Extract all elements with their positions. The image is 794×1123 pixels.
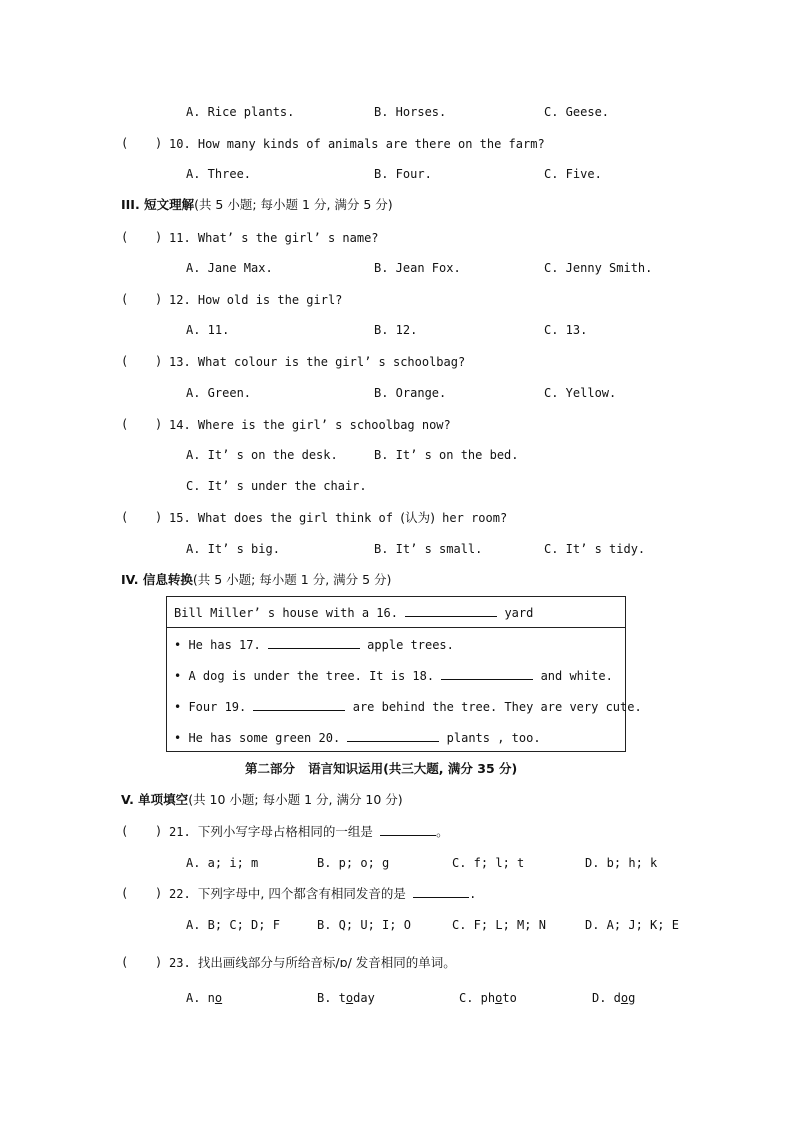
part-2-title: 语言知识运用(共三大题, 满分 35 分) <box>308 761 518 776</box>
answer-paren-close: ) <box>155 417 163 431</box>
info-box-header-text <box>174 605 533 621</box>
answer-paren-close: ) <box>155 824 163 838</box>
answer-paren-open: ( <box>121 292 129 306</box>
q23-option-b-rest: day <box>353 991 375 1005</box>
row-17-start: • He has 17. <box>174 638 261 652</box>
question-15-gloss: (认为) <box>400 510 435 525</box>
q15-option-b: B. It’ s small. <box>374 542 483 556</box>
answer-paren-close: ) <box>155 230 163 244</box>
q12-option-a: A. 11. <box>186 323 230 337</box>
q22-option-b: B. Q; U; I; O <box>317 918 411 932</box>
question-22-text: 下列字母中, 四个都含有相同发音的是 <box>197 886 406 901</box>
answer-paren-open: ( <box>121 230 129 244</box>
section-4-title: 信息转换 <box>142 572 193 587</box>
answer-paren-open: ( <box>121 354 129 368</box>
answer-paren-close: ) <box>155 510 163 524</box>
q23-option-c-text: C. ph <box>459 991 496 1005</box>
row-20-end: plants , too. <box>446 731 541 745</box>
q23-option-b-text: B. t <box>317 991 346 1005</box>
q23-option-a-text: A. n <box>186 991 215 1005</box>
q9-option-b: B. Horses. <box>374 105 447 119</box>
question-21-text: 下列小写字母占格相同的一组是 <box>197 824 373 839</box>
row-20-start: • He has some green 20. <box>174 731 341 745</box>
question-12-stem: 12. How old is the girl? <box>169 293 343 307</box>
q11-option-a: A. Jane Max. <box>186 261 273 275</box>
section-5-note: (共 10 小题; 每小题 1 分, 满分 10 分) <box>188 792 403 807</box>
section-3-note: (共 5 小题; 每小题 1 分, 满分 5 分) <box>194 197 393 212</box>
section-3-heading <box>121 197 393 213</box>
section-5-heading <box>121 792 403 808</box>
q11-option-b: B. Jean Fox. <box>374 261 461 275</box>
q23-option-b-underlined: o <box>345 991 354 1005</box>
q23-option-b <box>317 991 375 1005</box>
q10-option-c: C. Five. <box>544 167 602 181</box>
part-2-label: 第二部分 <box>245 761 296 776</box>
question-21-end: 。 <box>436 824 449 839</box>
part-2-heading <box>245 761 517 777</box>
q23-option-c-rest: to <box>502 991 517 1005</box>
q23-option-d-rest: g <box>628 991 636 1005</box>
q15-option-a: A. It’ s big. <box>186 542 280 556</box>
question-23-text: 找出画线部分与所给音标/ɒ/ 发音相同的单词。 <box>197 955 456 970</box>
blank-21[interactable] <box>380 824 436 836</box>
q14-option-c: C. It’ s under the chair. <box>186 479 367 493</box>
info-row-18 <box>174 668 613 684</box>
info-transfer-box <box>166 596 642 752</box>
section-3-number: III. <box>121 197 140 212</box>
question-15-stem-end: her room? <box>434 511 508 525</box>
section-5-title: 单项填空 <box>138 792 189 807</box>
answer-paren-close: ) <box>155 955 163 969</box>
q23-option-d-text: D. d <box>592 991 621 1005</box>
question-10-stem: 10. How many kinds of animals are there on the farm? <box>169 137 545 151</box>
q12-option-b: B. 12. <box>374 323 418 337</box>
question-15-stem <box>169 510 507 526</box>
row-18-start: • A dog is under the tree. It is 18. <box>174 669 435 683</box>
info-row-19 <box>174 699 642 715</box>
q21-option-c: C. f; l; t <box>452 856 525 870</box>
q9-option-c: C. Geese. <box>544 105 610 119</box>
section-4-heading <box>121 572 391 588</box>
q14-option-b: B. It’ s on the bed. <box>374 448 519 462</box>
question-22-number: 22. <box>169 887 191 901</box>
answer-paren-open: ( <box>121 955 129 969</box>
question-23-number: 23. <box>169 956 191 970</box>
info-row-20 <box>174 730 541 746</box>
question-22-stem <box>169 886 476 902</box>
blank-16[interactable] <box>405 605 497 617</box>
question-21-number: 21. <box>169 825 191 839</box>
blank-19[interactable] <box>253 699 345 711</box>
question-14-stem: 14. Where is the girl’ s schoolbag now? <box>169 418 451 432</box>
q12-option-c: C. 13. <box>544 323 588 337</box>
section-5-number: V. <box>121 792 134 807</box>
answer-paren-open: ( <box>121 417 129 431</box>
q13-option-c: C. Yellow. <box>544 386 617 400</box>
q14-option-a: A. It’ s on the desk. <box>186 448 338 462</box>
question-23-stem <box>169 955 456 971</box>
q22-option-a: A. B; C; D; F <box>186 918 280 932</box>
question-22-end: . <box>469 887 477 901</box>
blank-18[interactable] <box>441 668 533 680</box>
answer-paren-close: ) <box>155 136 163 150</box>
q15-option-c: C. It’ s tidy. <box>544 542 646 556</box>
section-3-title: 短文理解 <box>144 197 195 212</box>
question-13-stem: 13. What colour is the girl’ s schoolbag? <box>169 355 466 369</box>
row-18-end: and white. <box>540 669 613 683</box>
answer-paren-open: ( <box>121 510 129 524</box>
header-text-start: Bill Miller’ s house with a 16. <box>174 606 398 620</box>
row-17-end: apple trees. <box>367 638 454 652</box>
answer-paren-open: ( <box>121 886 129 900</box>
blank-17[interactable] <box>268 637 360 649</box>
question-11-stem: 11. What’ s the girl’ s name? <box>169 231 379 245</box>
row-19-start: • Four 19. <box>174 700 247 714</box>
info-row-17 <box>174 637 454 653</box>
q23-option-d <box>592 991 635 1005</box>
q21-option-a: A. a; i; m <box>186 856 259 870</box>
answer-paren-close: ) <box>155 354 163 368</box>
q22-option-d: D. A; J; K; E <box>585 918 679 932</box>
q22-option-c: C. F; L; M; N <box>452 918 546 932</box>
q23-option-a-underlined: o <box>214 991 223 1005</box>
question-15-stem-start: 15. What does the girl think of <box>169 511 401 525</box>
q21-option-b: B. p; o; g <box>317 856 390 870</box>
answer-paren-open: ( <box>121 824 129 838</box>
header-text-end: yard <box>504 606 534 620</box>
answer-paren-close: ) <box>155 886 163 900</box>
info-box-header <box>167 597 625 628</box>
q10-option-b: B. Four. <box>374 167 432 181</box>
q13-option-b: B. Orange. <box>374 386 447 400</box>
q23-option-c <box>459 991 517 1005</box>
q23-option-c-underlined: o <box>495 991 503 1005</box>
row-19-end: are behind the tree. They are very cute. <box>352 700 642 714</box>
answer-paren-open: ( <box>121 136 129 150</box>
section-4-number: IV. <box>121 572 139 587</box>
question-21-stem <box>169 824 449 840</box>
section-4-note: (共 5 小题; 每小题 1 分, 满分 5 分) <box>192 572 392 587</box>
q10-option-a: A. Three. <box>186 167 252 181</box>
q13-option-a: A. Green. <box>186 386 252 400</box>
q9-option-a: A. Rice plants. <box>186 105 295 119</box>
q23-option-d-underlined: o <box>620 991 629 1005</box>
blank-22[interactable] <box>413 886 469 898</box>
q21-option-d: D. b; h; k <box>585 856 658 870</box>
answer-paren-close: ) <box>155 292 163 306</box>
blank-20[interactable] <box>347 730 439 742</box>
q23-option-a <box>186 991 222 1005</box>
q11-option-c: C. Jenny Smith. <box>544 261 653 275</box>
